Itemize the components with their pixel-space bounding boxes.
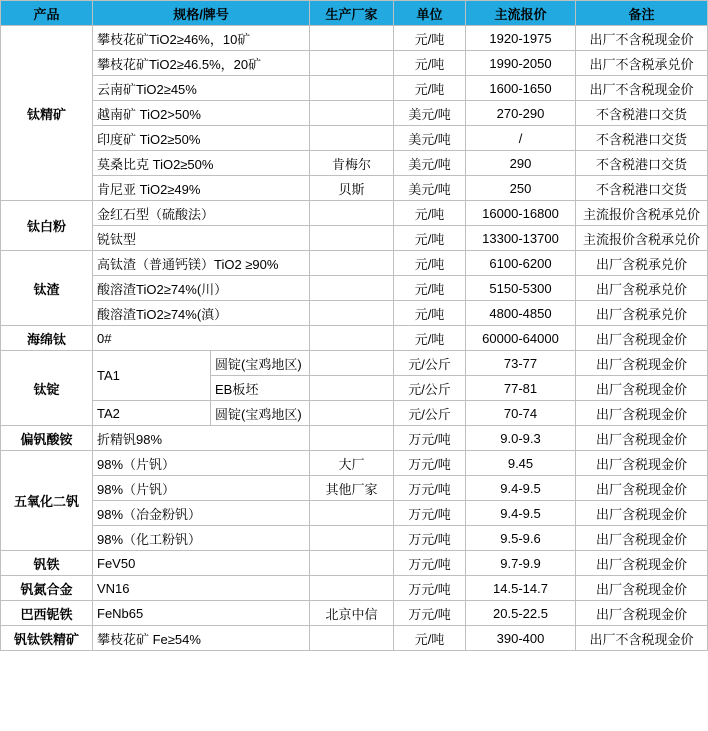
cell-note: 出厂含税现金价 xyxy=(576,526,708,551)
cell-note: 出厂不含税承兑价 xyxy=(576,51,708,76)
cell-unit: 元/公斤 xyxy=(394,401,466,426)
cell-maker xyxy=(310,226,394,251)
cell-unit: 万元/吨 xyxy=(394,451,466,476)
cell-maker xyxy=(310,126,394,151)
cell-price: 6100-6200 xyxy=(466,251,576,276)
cell-note: 不含税港口交货 xyxy=(576,126,708,151)
cell-unit: 万元/吨 xyxy=(394,576,466,601)
cell-maker xyxy=(310,501,394,526)
cell-product: 海绵钛 xyxy=(1,326,93,351)
cell-unit: 美元/吨 xyxy=(394,151,466,176)
cell-note: 出厂含税现金价 xyxy=(576,476,708,501)
cell-unit: 元/吨 xyxy=(394,276,466,301)
cell-price: 20.5-22.5 xyxy=(466,601,576,626)
table-row xyxy=(1,276,708,301)
cell-unit: 元/吨 xyxy=(394,251,466,276)
cell-note: 出厂含税现金价 xyxy=(576,601,708,626)
cell-unit: 元/吨 xyxy=(394,201,466,226)
table-row xyxy=(1,76,708,101)
cell-spec-sub: 圆锭(宝鸡地区) xyxy=(211,351,310,376)
table-row xyxy=(1,226,708,251)
table-row xyxy=(1,576,708,601)
table-row xyxy=(1,476,708,501)
cell-spec: 莫桑比克 TiO2≥50% xyxy=(93,151,310,176)
cell-note: 出厂不含税现金价 xyxy=(576,626,708,651)
cell-maker xyxy=(310,351,394,376)
table-header xyxy=(1,1,708,26)
cell-maker xyxy=(310,326,394,351)
cell-price: 9.0-9.3 xyxy=(466,426,576,451)
cell-maker xyxy=(310,401,394,426)
cell-spec: 锐钛型 xyxy=(93,226,310,251)
cell-price: 70-74 xyxy=(466,401,576,426)
cell-price: 9.5-9.6 xyxy=(466,526,576,551)
cell-unit: 美元/吨 xyxy=(394,176,466,201)
header-unit: 单位 xyxy=(394,1,466,26)
cell-spec: 印度矿 TiO2≥50% xyxy=(93,126,310,151)
cell-unit: 美元/吨 xyxy=(394,126,466,151)
cell-unit: 万元/吨 xyxy=(394,526,466,551)
cell-spec: 酸溶渣TiO2≥74%(滇） xyxy=(93,301,310,326)
cell-price: 270-290 xyxy=(466,101,576,126)
cell-spec: 0# xyxy=(93,326,310,351)
cell-price: 9.7-9.9 xyxy=(466,551,576,576)
cell-maker xyxy=(310,51,394,76)
cell-spec-sub: EB板坯 xyxy=(211,376,310,401)
cell-note: 出厂含税现金价 xyxy=(576,501,708,526)
cell-unit: 万元/吨 xyxy=(394,426,466,451)
cell-spec: 攀枝花矿TiO2≥46.5%，20矿 xyxy=(93,51,310,76)
cell-spec: 酸溶渣TiO2≥74%(川） xyxy=(93,276,310,301)
cell-price: 9.4-9.5 xyxy=(466,501,576,526)
cell-note: 出厂含税现金价 xyxy=(576,351,708,376)
cell-unit: 万元/吨 xyxy=(394,501,466,526)
cell-spec: 攀枝花矿TiO2≥46%，10矿 xyxy=(93,26,310,51)
cell-maker: 贝斯 xyxy=(310,176,394,201)
cell-spec: 高钛渣（普通钙镁）TiO2 ≥90% xyxy=(93,251,310,276)
cell-note: 出厂含税现金价 xyxy=(576,326,708,351)
cell-unit: 元/吨 xyxy=(394,226,466,251)
table-row xyxy=(1,626,708,651)
cell-product: 偏钒酸铵 xyxy=(1,426,93,451)
cell-unit: 万元/吨 xyxy=(394,476,466,501)
cell-product: 钛锭 xyxy=(1,351,93,426)
cell-price: 9.45 xyxy=(466,451,576,476)
header-note: 备注 xyxy=(576,1,708,26)
cell-product: 钛渣 xyxy=(1,251,93,326)
cell-spec: 云南矿TiO2≥45% xyxy=(93,76,310,101)
cell-spec: 攀枝花矿 Fe≥54% xyxy=(93,626,310,651)
cell-maker xyxy=(310,26,394,51)
cell-note: 不含税港口交货 xyxy=(576,176,708,201)
cell-maker xyxy=(310,426,394,451)
cell-spec: VN16 xyxy=(93,576,310,601)
header-row xyxy=(1,1,708,26)
cell-maker: 北京中信 xyxy=(310,601,394,626)
cell-product: 钒氮合金 xyxy=(1,576,93,601)
cell-maker: 大厂 xyxy=(310,451,394,476)
cell-spec: 98%（片钒） xyxy=(93,451,310,476)
cell-note: 出厂含税现金价 xyxy=(576,376,708,401)
table-row xyxy=(1,451,708,476)
cell-maker xyxy=(310,201,394,226)
cell-unit: 万元/吨 xyxy=(394,551,466,576)
cell-maker xyxy=(310,101,394,126)
table-body xyxy=(1,26,708,651)
cell-price: 13300-13700 xyxy=(466,226,576,251)
cell-note: 出厂不含税现金价 xyxy=(576,76,708,101)
cell-note: 出厂不含税现金价 xyxy=(576,26,708,51)
cell-spec: TA1 xyxy=(93,351,211,401)
header-maker: 生产厂家 xyxy=(310,1,394,26)
table-row xyxy=(1,351,708,376)
cell-maker xyxy=(310,276,394,301)
cell-note: 出厂含税承兑价 xyxy=(576,276,708,301)
table-row xyxy=(1,551,708,576)
cell-price: 1600-1650 xyxy=(466,76,576,101)
table-row xyxy=(1,401,708,426)
cell-price: 77-81 xyxy=(466,376,576,401)
cell-note: 不含税港口交货 xyxy=(576,151,708,176)
cell-maker: 肯梅尔 xyxy=(310,151,394,176)
cell-unit: 美元/吨 xyxy=(394,101,466,126)
cell-product: 钒钛铁精矿 xyxy=(1,626,93,651)
cell-unit: 元/吨 xyxy=(394,26,466,51)
cell-note: 出厂含税现金价 xyxy=(576,426,708,451)
cell-note: 主流报价含税承兑价 xyxy=(576,226,708,251)
cell-maker xyxy=(310,626,394,651)
cell-product: 钒铁 xyxy=(1,551,93,576)
cell-spec: FeNb65 xyxy=(93,601,310,626)
table-row xyxy=(1,201,708,226)
cell-price: 290 xyxy=(466,151,576,176)
cell-price: 250 xyxy=(466,176,576,201)
cell-maker xyxy=(310,76,394,101)
table-row xyxy=(1,126,708,151)
cell-note: 不含税港口交货 xyxy=(576,101,708,126)
cell-spec: FeV50 xyxy=(93,551,310,576)
cell-price: / xyxy=(466,126,576,151)
cell-note: 出厂含税现金价 xyxy=(576,576,708,601)
cell-price: 14.5-14.7 xyxy=(466,576,576,601)
cell-note: 出厂含税现金价 xyxy=(576,451,708,476)
cell-unit: 元/吨 xyxy=(394,76,466,101)
cell-unit: 元/吨 xyxy=(394,301,466,326)
cell-spec: 98%（化工粉钒） xyxy=(93,526,310,551)
cell-spec: TA2 xyxy=(93,401,211,426)
cell-price: 60000-64000 xyxy=(466,326,576,351)
cell-unit: 元/吨 xyxy=(394,51,466,76)
cell-maker xyxy=(310,526,394,551)
cell-product: 钛白粉 xyxy=(1,201,93,251)
table-row xyxy=(1,101,708,126)
table-row xyxy=(1,426,708,451)
header-product: 产品 xyxy=(1,1,93,26)
cell-price: 9.4-9.5 xyxy=(466,476,576,501)
header-spec: 规格/牌号 xyxy=(93,1,310,26)
table-row xyxy=(1,251,708,276)
cell-price: 16000-16800 xyxy=(466,201,576,226)
cell-spec: 金红石型（硫酸法） xyxy=(93,201,310,226)
cell-unit: 万元/吨 xyxy=(394,601,466,626)
cell-maker xyxy=(310,551,394,576)
cell-product: 钛精矿 xyxy=(1,26,93,201)
cell-price: 5150-5300 xyxy=(466,276,576,301)
cell-maker xyxy=(310,376,394,401)
cell-unit: 元/吨 xyxy=(394,326,466,351)
cell-price: 390-400 xyxy=(466,626,576,651)
header-price: 主流报价 xyxy=(466,1,576,26)
cell-price: 4800-4850 xyxy=(466,301,576,326)
cell-price: 1990-2050 xyxy=(466,51,576,76)
cell-unit: 元/公斤 xyxy=(394,351,466,376)
cell-unit: 元/公斤 xyxy=(394,376,466,401)
cell-note: 出厂含税承兑价 xyxy=(576,301,708,326)
cell-product: 巴西铌铁 xyxy=(1,601,93,626)
cell-price: 1920-1975 xyxy=(466,26,576,51)
cell-maker xyxy=(310,251,394,276)
table-row xyxy=(1,176,708,201)
table-row xyxy=(1,526,708,551)
table-row xyxy=(1,301,708,326)
table-row xyxy=(1,151,708,176)
cell-note: 主流报价含税承兑价 xyxy=(576,201,708,226)
cell-spec: 越南矿 TiO2>50% xyxy=(93,101,310,126)
table-row xyxy=(1,51,708,76)
cell-unit: 元/吨 xyxy=(394,626,466,651)
cell-note: 出厂含税现金价 xyxy=(576,401,708,426)
cell-spec-sub: 圆锭(宝鸡地区) xyxy=(211,401,310,426)
table-row xyxy=(1,326,708,351)
cell-maker: 其他厂家 xyxy=(310,476,394,501)
cell-price: 73-77 xyxy=(466,351,576,376)
table-row xyxy=(1,26,708,51)
table-row xyxy=(1,601,708,626)
cell-spec: 肯尼亚 TiO2≥49% xyxy=(93,176,310,201)
cell-maker xyxy=(310,576,394,601)
cell-spec: 折精钒98% xyxy=(93,426,310,451)
cell-spec: 98%（冶金粉钒） xyxy=(93,501,310,526)
cell-note: 出厂含税现金价 xyxy=(576,551,708,576)
cell-maker xyxy=(310,301,394,326)
cell-product: 五氧化二钒 xyxy=(1,451,93,551)
table-row xyxy=(1,501,708,526)
cell-spec: 98%（片钒） xyxy=(93,476,310,501)
cell-note: 出厂含税承兑价 xyxy=(576,251,708,276)
